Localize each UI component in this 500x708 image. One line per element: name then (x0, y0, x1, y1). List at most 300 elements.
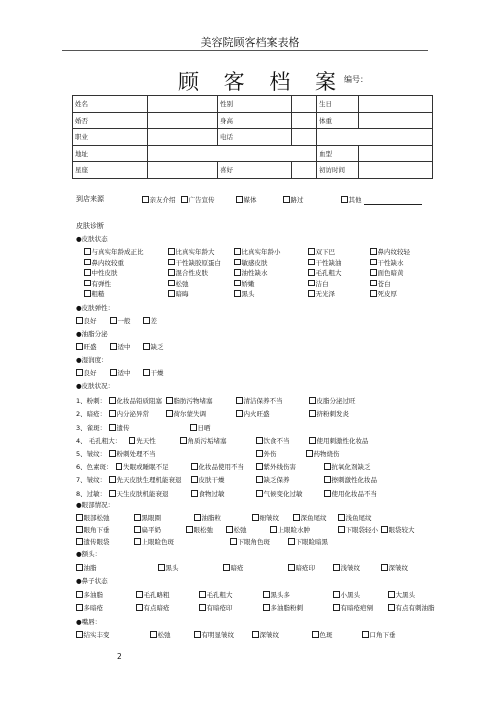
info-value[interactable] (292, 112, 317, 129)
checkbox-box[interactable] (226, 526, 233, 533)
info-value[interactable] (148, 145, 317, 162)
checkbox-option[interactable] (312, 630, 333, 639)
checkbox-option[interactable] (362, 630, 396, 639)
checkbox-box[interactable] (308, 259, 315, 266)
checkbox-option[interactable] (234, 279, 255, 288)
checkbox-label: 中性皮肤 (91, 269, 118, 277)
checkbox-box[interactable] (134, 526, 141, 533)
checkbox-option[interactable] (283, 195, 304, 204)
checkbox-option[interactable] (136, 590, 170, 599)
checkbox-label: 皮脂分泌过旺 (316, 397, 356, 405)
checkbox-option[interactable] (324, 462, 371, 471)
checkbox-box[interactable] (236, 410, 243, 417)
checkbox-label: 擦刺激性化妆品 (331, 476, 377, 484)
checkbox-option[interactable] (270, 525, 310, 534)
checkbox-option[interactable] (252, 630, 279, 639)
page-number: 2 (117, 652, 122, 661)
checkbox-box[interactable] (109, 424, 116, 431)
checkbox-box[interactable] (370, 259, 377, 266)
info-value[interactable] (359, 145, 433, 162)
checkbox-box[interactable] (134, 514, 141, 521)
checkbox-option[interactable] (143, 368, 164, 377)
checkbox-option[interactable] (288, 537, 328, 546)
checkbox-box[interactable] (370, 269, 377, 276)
checkbox-option[interactable] (76, 537, 110, 546)
checkbox-option[interactable] (166, 409, 206, 418)
info-value[interactable] (292, 162, 317, 179)
checkbox-box[interactable] (199, 591, 206, 598)
checkbox-option[interactable] (142, 195, 176, 204)
checkbox-box[interactable] (84, 259, 91, 266)
checkbox-box[interactable] (191, 476, 198, 483)
checkbox-option[interactable] (370, 268, 404, 277)
checkbox-box[interactable] (84, 269, 91, 276)
checkbox-option[interactable] (256, 489, 303, 498)
checkbox-box[interactable] (288, 538, 295, 545)
checkbox-option[interactable] (256, 436, 290, 445)
checkbox-option[interactable] (168, 289, 189, 298)
checkbox-box[interactable] (234, 290, 241, 297)
checkbox-box[interactable] (84, 248, 91, 255)
checkbox-option[interactable] (129, 436, 156, 445)
checkbox-box[interactable] (158, 564, 165, 571)
checkbox-option[interactable] (76, 603, 103, 612)
checkbox-option[interactable] (388, 603, 435, 612)
other-underline[interactable] (364, 199, 422, 205)
info-label: 初访时间 (317, 162, 359, 179)
checkbox-box[interactable] (134, 538, 141, 545)
checkbox-option[interactable] (338, 525, 378, 534)
checkbox-option[interactable] (181, 195, 215, 204)
checkbox-option[interactable] (191, 489, 225, 498)
checkbox-box[interactable] (236, 196, 243, 203)
checkbox-option[interactable] (109, 409, 149, 418)
checkbox-option[interactable] (388, 590, 415, 599)
checkbox-box[interactable] (109, 450, 116, 457)
checkbox-box[interactable] (381, 564, 388, 571)
checkbox-option[interactable] (324, 489, 377, 498)
info-label: 身高 (218, 112, 292, 129)
oil-title: ●油脂分泌 (76, 330, 108, 338)
customer-info-table (72, 95, 433, 179)
checkbox-label: 鼻内纹较轻 (377, 248, 410, 256)
checkbox-box[interactable] (110, 317, 117, 324)
checkbox-label: 脂肪污物堵塞 (173, 397, 213, 405)
checkbox-label: 眼部松弛 (83, 514, 110, 522)
checkbox-option[interactable] (333, 563, 360, 572)
checkbox-box[interactable] (362, 631, 369, 638)
checkbox-label: 荷尔蒙失调 (173, 410, 206, 418)
checkbox-box[interactable] (110, 369, 117, 376)
checkbox-box[interactable] (234, 280, 241, 287)
checkbox-box[interactable] (199, 604, 206, 611)
info-value[interactable] (148, 129, 218, 146)
checkbox-option[interactable] (199, 603, 233, 612)
checkbox-box[interactable] (293, 514, 300, 521)
checkbox-label: 使用刺激性化妆品 (316, 437, 369, 445)
checkbox-box[interactable] (236, 397, 243, 404)
checkbox-box[interactable] (308, 290, 315, 297)
info-value[interactable] (317, 129, 433, 146)
checkbox-box[interactable] (168, 280, 175, 287)
checkbox-box[interactable] (312, 631, 319, 638)
checkbox-label: 松弛 (157, 631, 171, 639)
skin-condition-title: ●皮肤状况： (76, 382, 115, 390)
checkbox-label: 比真实年龄小 (241, 248, 281, 256)
checkbox-option[interactable] (381, 525, 415, 534)
checkbox-box[interactable] (136, 604, 143, 611)
checkbox-box[interactable] (109, 397, 116, 404)
checkbox-box[interactable] (181, 196, 188, 203)
checkbox-box[interactable] (84, 280, 91, 287)
checkbox-option[interactable] (381, 563, 408, 572)
checkbox-box[interactable] (370, 248, 377, 255)
checkbox-option[interactable] (308, 289, 335, 298)
checkbox-box[interactable] (109, 410, 116, 417)
checkbox-option[interactable] (180, 436, 227, 445)
checkbox-box[interactable] (76, 526, 83, 533)
checkbox-option[interactable] (168, 258, 221, 267)
checkbox-box[interactable] (168, 269, 175, 276)
checkbox-box[interactable] (333, 604, 340, 611)
checkbox-box[interactable] (283, 196, 290, 203)
checkbox-box[interactable] (194, 514, 201, 521)
checkbox-option[interactable] (168, 247, 215, 256)
info-label: 生日 (317, 96, 359, 113)
checkbox-option[interactable] (76, 316, 97, 325)
checkbox-option[interactable] (324, 475, 377, 484)
checkbox-option[interactable] (236, 409, 270, 418)
checkbox-option[interactable] (306, 449, 340, 458)
checkbox-option[interactable] (134, 513, 161, 522)
checkbox-box[interactable] (288, 564, 295, 571)
checkbox-box[interactable] (180, 437, 187, 444)
checkbox-option[interactable] (194, 513, 221, 522)
checkbox-box[interactable] (84, 290, 91, 297)
checkbox-option[interactable] (226, 525, 247, 534)
checkbox-box[interactable] (143, 369, 150, 376)
checkbox-label: 缺乏 (150, 343, 164, 351)
checkbox-option[interactable] (256, 462, 296, 471)
checkbox-label: 松弛 (175, 279, 189, 288)
checkbox-box[interactable] (308, 280, 315, 287)
checkbox-label: 干性缺胶原蛋白 (175, 258, 221, 267)
moisture-title: ●湿润度： (76, 356, 108, 364)
checkbox-box[interactable] (234, 269, 241, 276)
checkbox-box[interactable] (76, 369, 83, 376)
checkbox-box[interactable] (143, 317, 150, 324)
checkbox-option[interactable] (150, 630, 171, 639)
checkbox-box[interactable] (306, 450, 313, 457)
checkbox-option[interactable] (338, 513, 372, 522)
checkbox-option[interactable] (110, 368, 131, 377)
checkbox-option[interactable] (199, 590, 233, 599)
checkbox-option[interactable] (76, 630, 110, 639)
checkbox-box[interactable] (109, 490, 116, 497)
checkbox-option[interactable] (109, 475, 182, 484)
checkbox-option[interactable] (370, 279, 391, 288)
checkbox-option[interactable] (158, 563, 179, 572)
checkbox-box[interactable] (256, 437, 263, 444)
checkbox-box[interactable] (309, 397, 316, 404)
checkbox-option[interactable] (223, 563, 244, 572)
checkbox-box[interactable] (194, 631, 201, 638)
checkbox-label: 先天皮肤生理机能衰退 (116, 476, 182, 484)
checkbox-label: 油脂 (83, 564, 97, 572)
info-value[interactable] (292, 96, 317, 113)
checkbox-option[interactable] (341, 195, 362, 204)
checkbox-option[interactable] (236, 396, 283, 405)
checkbox-label: 日晒 (197, 424, 211, 432)
checkbox-box[interactable] (168, 290, 175, 297)
checkbox-box[interactable] (109, 476, 116, 483)
info-value[interactable] (359, 112, 433, 129)
checkbox-box[interactable] (168, 259, 175, 266)
checkbox-option[interactable] (370, 289, 397, 298)
checkbox-box[interactable] (142, 196, 149, 203)
checkbox-box[interactable] (270, 526, 277, 533)
condition-label: 2、暗疮： (76, 410, 107, 418)
info-label: 性别 (218, 96, 292, 113)
checkbox-label: 气候变化过敏 (263, 490, 303, 498)
checkbox-box[interactable] (234, 259, 241, 266)
checkbox-option[interactable] (256, 449, 277, 458)
checkbox-option[interactable] (333, 590, 360, 599)
checkbox-box[interactable] (263, 591, 270, 598)
checkbox-label: 一般 (117, 317, 131, 325)
checkbox-box[interactable] (341, 196, 348, 203)
info-value[interactable] (292, 129, 317, 146)
checkbox-option[interactable] (370, 247, 410, 256)
checkbox-box[interactable] (370, 280, 377, 287)
checkbox-option[interactable] (333, 603, 373, 612)
checkbox-option[interactable] (194, 630, 234, 639)
info-label: 体重 (317, 112, 359, 129)
checkbox-label: 化妆品铅质阻塞 (116, 397, 162, 405)
checkbox-box[interactable] (324, 476, 331, 483)
checkbox-option[interactable] (109, 449, 156, 458)
checkbox-option[interactable] (234, 289, 255, 298)
checkbox-box[interactable] (333, 591, 340, 598)
checkbox-option[interactable] (84, 268, 118, 277)
checkbox-label: 有明显皱纹 (201, 631, 234, 639)
checkbox-option[interactable] (288, 563, 315, 572)
checkbox-option[interactable] (134, 537, 174, 546)
checkbox-option[interactable] (236, 195, 257, 204)
info-value[interactable] (148, 112, 218, 129)
checkbox-box[interactable] (308, 248, 315, 255)
checkbox-box[interactable] (150, 631, 157, 638)
checkbox-box[interactable] (256, 476, 263, 483)
checkbox-option[interactable] (109, 423, 130, 432)
checkbox-option[interactable] (76, 525, 110, 534)
checkbox-label: 多暗疮 (83, 604, 103, 612)
checkbox-option[interactable] (308, 247, 335, 256)
checkbox-option[interactable] (256, 475, 290, 484)
checkbox-option[interactable] (136, 603, 170, 612)
header-title: 美容院顾客档案表格 (200, 36, 300, 49)
checkbox-label: 清洁保养不当 (243, 397, 283, 405)
condition-label: 6、色素斑： (76, 463, 113, 471)
checkbox-label: 药物烧伤 (313, 450, 340, 458)
checkbox-label: 下眼角色斑 (237, 538, 270, 546)
checkbox-box[interactable] (338, 514, 345, 521)
checkbox-option[interactable] (84, 247, 144, 256)
checkbox-option[interactable] (110, 316, 131, 325)
checkbox-label: 良好 (83, 369, 97, 377)
checkbox-option[interactable] (166, 396, 213, 405)
checkbox-box[interactable] (263, 604, 270, 611)
checkbox-label: 黑头 (165, 564, 179, 572)
checkbox-option[interactable] (308, 279, 329, 288)
checkbox-label: 毛孔粗大 (206, 591, 233, 599)
info-value[interactable] (359, 162, 433, 179)
checkbox-box[interactable] (324, 463, 331, 470)
checkbox-option[interactable] (116, 462, 169, 471)
checkbox-label: 大黑头 (395, 591, 415, 599)
checkbox-option[interactable] (190, 423, 211, 432)
checkbox-box[interactable] (76, 317, 83, 324)
checkbox-box[interactable] (308, 269, 315, 276)
checkbox-option[interactable] (191, 475, 225, 484)
checkbox-label: 粉刺处理不当 (116, 450, 156, 458)
checkbox-label: 上眼睑水肿 (277, 526, 310, 534)
checkbox-option[interactable] (84, 279, 111, 288)
checkbox-box[interactable] (191, 490, 198, 497)
checkbox-box[interactable] (168, 248, 175, 255)
nose-title: ●鼻子状态 (76, 577, 108, 585)
checkbox-option[interactable] (191, 462, 244, 471)
checkbox-label: 毛孔略粗 (143, 591, 170, 599)
checkbox-option[interactable] (76, 513, 110, 522)
info-label: 婚否 (73, 112, 148, 129)
checkbox-option[interactable] (168, 279, 189, 288)
checkbox-box[interactable] (76, 538, 83, 545)
checkbox-box[interactable] (166, 397, 173, 404)
checkbox-box[interactable] (76, 631, 83, 638)
checkbox-label: 暗疮 (230, 564, 244, 572)
checkbox-option[interactable] (134, 525, 161, 534)
checkbox-option[interactable] (230, 537, 270, 546)
checkbox-option[interactable] (308, 258, 342, 267)
checkbox-label: 外伤 (263, 450, 277, 458)
checkbox-box[interactable] (370, 290, 377, 297)
checkbox-box[interactable] (76, 343, 83, 350)
checkbox-option[interactable] (309, 396, 356, 405)
info-row (73, 145, 433, 162)
checkbox-option[interactable] (186, 525, 213, 534)
checkbox-option[interactable] (76, 590, 103, 599)
elasticity-title: ●皮肤弹性： (76, 304, 115, 312)
checkbox-label: 多油脂粉刺 (270, 604, 303, 612)
checkbox-option[interactable] (143, 342, 164, 351)
checkbox-option[interactable] (109, 396, 162, 405)
checkbox-box[interactable] (76, 604, 83, 611)
checkbox-box[interactable] (252, 631, 259, 638)
checkbox-box[interactable] (333, 564, 340, 571)
checkbox-option[interactable] (370, 258, 404, 267)
checkbox-option[interactable] (109, 489, 169, 498)
checkbox-label: 失眠或睡眠不足 (123, 463, 169, 471)
checkbox-box[interactable] (186, 526, 193, 533)
info-value[interactable] (359, 96, 433, 113)
checkbox-box[interactable] (116, 463, 123, 470)
checkbox-box[interactable] (256, 463, 263, 470)
checkbox-box[interactable] (76, 591, 83, 598)
checkbox-label: 面色暗黄 (377, 269, 404, 277)
checkbox-box[interactable] (381, 526, 388, 533)
checkbox-option[interactable] (84, 258, 124, 267)
checkbox-box[interactable] (223, 564, 230, 571)
checkbox-box[interactable] (252, 514, 259, 521)
checkbox-option[interactable] (84, 289, 105, 298)
checkbox-label: 暗晦 (175, 290, 189, 298)
checkbox-option[interactable] (263, 603, 303, 612)
info-row (73, 112, 433, 129)
checkbox-option[interactable] (143, 316, 157, 325)
checkbox-label: 混合性皮肤 (175, 269, 208, 277)
checkbox-box[interactable] (324, 490, 331, 497)
checkbox-box[interactable] (234, 248, 241, 255)
checkbox-box[interactable] (309, 437, 316, 444)
info-value[interactable] (148, 162, 218, 179)
checkbox-option[interactable] (263, 590, 290, 599)
checkbox-label: 小黑头 (340, 591, 360, 599)
checkbox-box[interactable] (191, 463, 198, 470)
checkbox-option[interactable] (308, 268, 342, 277)
info-value[interactable] (148, 96, 218, 113)
checkbox-option[interactable] (234, 268, 268, 277)
checkbox-label: 深皱纹 (259, 631, 279, 639)
checkbox-label: 结实丰变 (83, 631, 110, 639)
checkbox-box[interactable] (129, 437, 136, 444)
checkbox-label: 媒体 (243, 196, 257, 204)
checkbox-box[interactable] (76, 564, 83, 571)
checkbox-option[interactable] (293, 513, 327, 522)
checkbox-box[interactable] (166, 410, 173, 417)
checkbox-box[interactable] (256, 490, 263, 497)
checkbox-option[interactable] (234, 247, 281, 256)
checkbox-box[interactable] (230, 538, 237, 545)
condition-label: 1、粉刺： (76, 397, 107, 405)
source-label: 到店来源 (76, 195, 104, 203)
checkbox-option[interactable] (76, 563, 97, 572)
checkbox-box[interactable] (388, 604, 395, 611)
checkbox-box[interactable] (388, 591, 395, 598)
checkbox-option[interactable] (309, 436, 369, 445)
checkbox-option[interactable] (76, 342, 97, 351)
checkbox-box[interactable] (143, 343, 150, 350)
checkbox-option[interactable] (110, 342, 131, 351)
checkbox-label: 黑头多 (270, 591, 290, 599)
checkbox-label: 色斑 (319, 631, 333, 639)
info-label: 职业 (73, 129, 148, 146)
checkbox-option[interactable] (76, 368, 97, 377)
checkbox-box[interactable] (190, 424, 197, 431)
checkbox-box[interactable] (256, 450, 263, 457)
checkbox-box[interactable] (338, 526, 345, 533)
checkbox-box[interactable] (309, 410, 316, 417)
checkbox-label: 浅皱纹 (340, 564, 360, 572)
checkbox-label: 良好 (83, 317, 97, 325)
checkbox-option[interactable] (168, 268, 208, 277)
checkbox-box[interactable] (136, 591, 143, 598)
checkbox-option[interactable] (234, 258, 268, 267)
checkbox-option[interactable] (252, 513, 279, 522)
checkbox-box[interactable] (76, 514, 83, 521)
checkbox-option[interactable] (309, 409, 349, 418)
checkbox-box[interactable] (110, 343, 117, 350)
